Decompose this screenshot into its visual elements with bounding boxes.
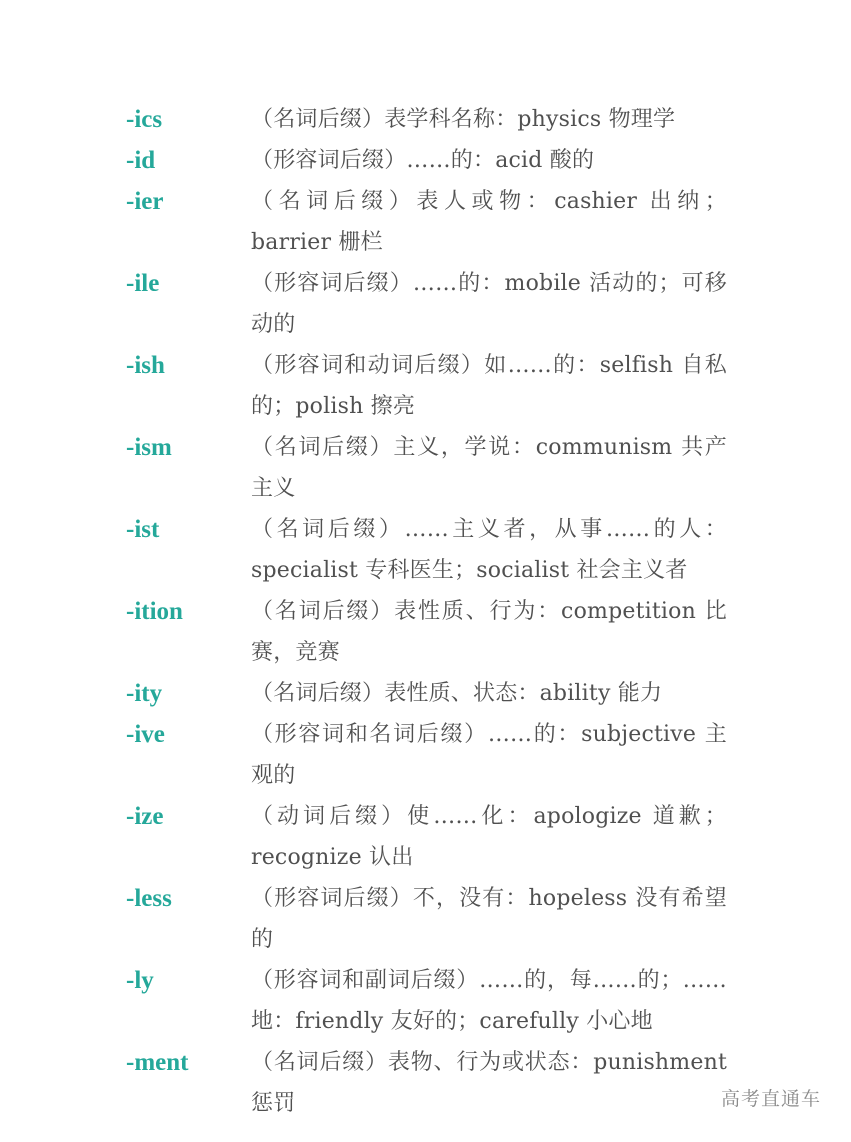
list-item (0, 960, 851, 1042)
list-item (0, 99, 851, 140)
suffix-definition: （名词后缀）表性质、状态：ability 能力 (251, 681, 663, 706)
list-item (0, 673, 851, 714)
suffix-term: -ition (126, 598, 183, 625)
suffix-term: -ile (126, 270, 160, 297)
suffix-list (0, 99, 851, 1124)
list-item (0, 140, 851, 181)
suffix-definition: （形容词后缀）……的：mobile 活动的；可移动的 (251, 271, 727, 337)
suffix-definition: （名词后缀）表性质、行为：competition 比赛，竞赛 (251, 599, 727, 665)
suffix-definition: （形容词和动词后缀）如……的：selfish 自私的；polish 擦亮 (251, 353, 727, 419)
suffix-definition: （动词后缀）使……化：apologize 道歉；recognize 认出 (251, 804, 727, 870)
suffix-term: -ly (126, 967, 154, 994)
list-item (0, 878, 851, 960)
suffix-term: -ish (126, 352, 165, 379)
suffix-term: -ier (126, 188, 164, 215)
list-item (0, 427, 851, 509)
suffix-term: -ity (126, 680, 163, 707)
list-item (0, 796, 851, 878)
suffix-term: -id (126, 147, 156, 174)
suffix-definition: （形容词后缀）不，没有：hopeless 没有希望的 (251, 886, 727, 952)
watermark: 高考直通车 (720, 1088, 821, 1110)
suffix-definition: （形容词后缀）……的：acid 酸的 (251, 148, 595, 173)
suffix-definition: （形容词和名词后缀）……的：subjective 主观的 (251, 722, 727, 788)
suffix-term: -less (126, 885, 172, 912)
list-item (0, 345, 851, 427)
suffix-definition: （名词后缀）主义，学说：communism 共产主义 (251, 435, 727, 501)
list-item (0, 181, 851, 263)
suffix-term: -ment (126, 1049, 189, 1076)
list-item (0, 263, 851, 345)
suffix-definition: （名词后缀）表人或物：cashier 出纳；barrier 栅栏 (251, 189, 727, 255)
suffix-definition: （名词后缀）表学科名称：physics 物理学 (251, 107, 676, 132)
suffix-term: -ive (126, 721, 165, 748)
suffix-term: -ism (126, 434, 172, 461)
suffix-term: -ize (126, 803, 164, 830)
suffix-term: -ist (126, 516, 160, 543)
suffix-term: -ics (126, 106, 163, 133)
suffix-definition: （形容词和副词后缀）……的，每……的；……地：friendly 友好的；carefully 小心地 (251, 968, 727, 1034)
suffix-definition: （名词后缀）……主义者，从事……的人：specialist 专科医生；socialist 社会主义者 (251, 517, 727, 583)
list-item (0, 714, 851, 796)
list-item (0, 509, 851, 591)
list-item (0, 591, 851, 673)
suffix-definition: （名词后缀）表物、行为或状态：punishment 惩罚 (251, 1050, 727, 1116)
